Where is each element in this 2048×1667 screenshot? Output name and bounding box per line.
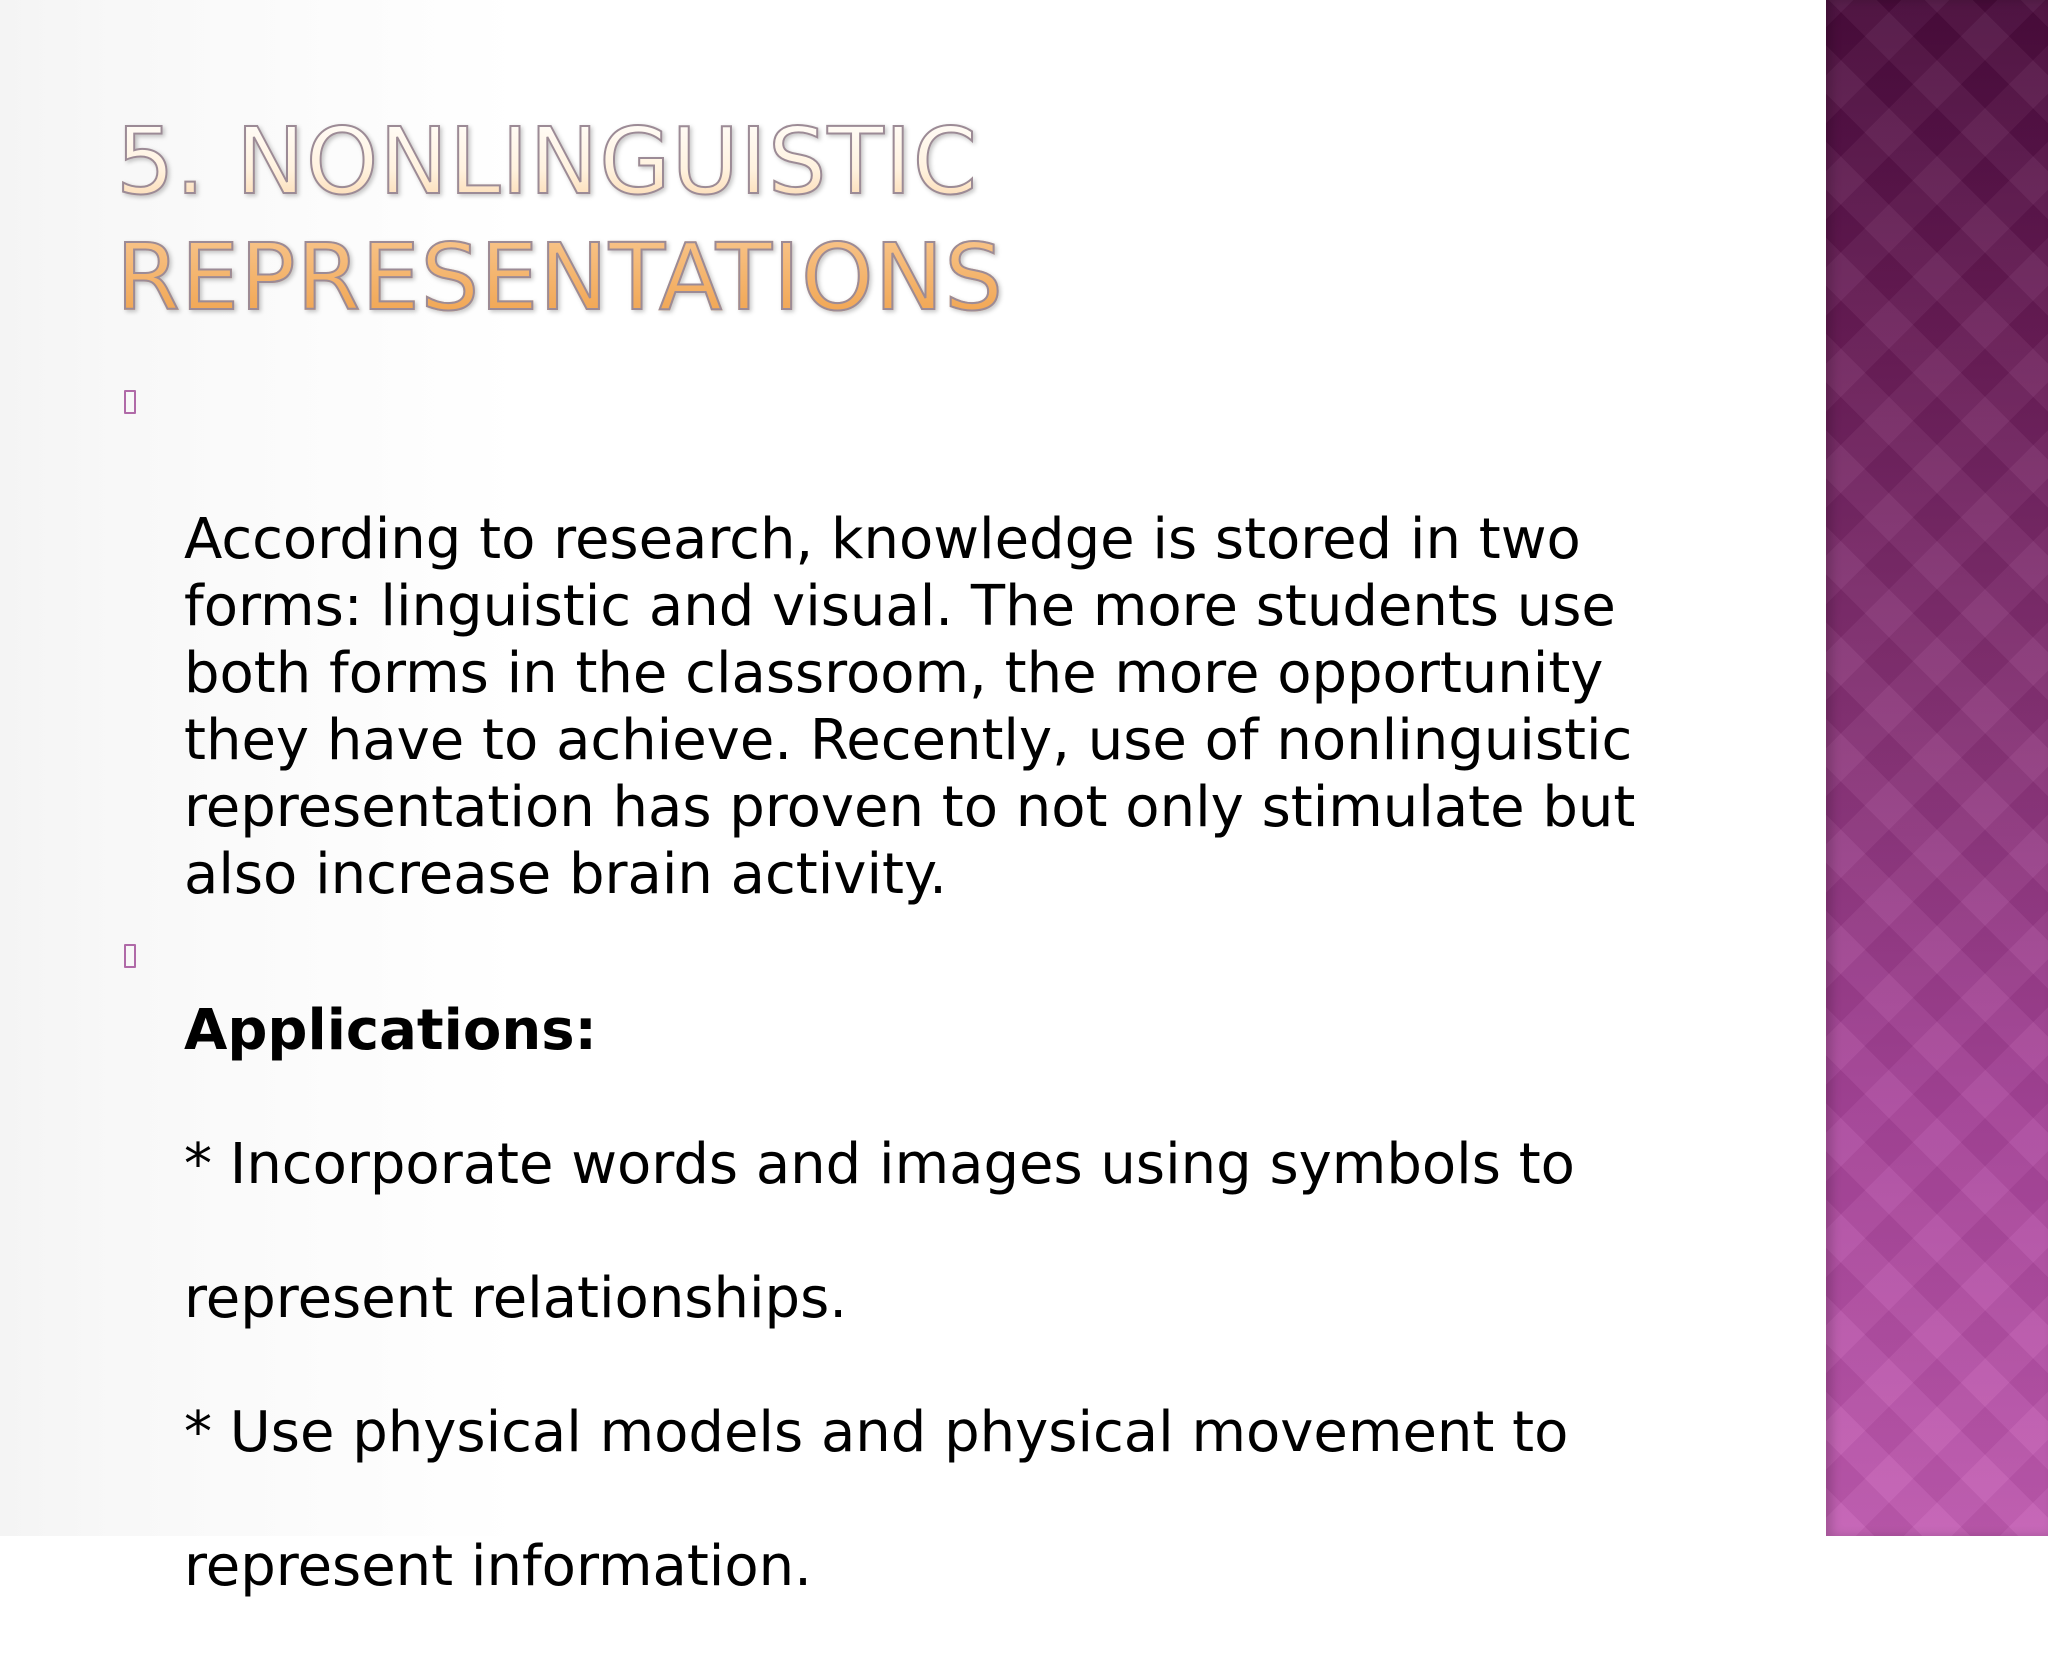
decorative-side-panel: [1826, 0, 2048, 1536]
application-line-4: represent information.: [184, 1534, 812, 1599]
title-line-1: 5. NONLINGUISTIC: [116, 108, 979, 215]
square-bullet-icon: [124, 944, 136, 968]
application-line-3: * Use physical models and physical movement to: [184, 1400, 1569, 1465]
square-bullet-icon: [124, 390, 136, 414]
application-line-1: * Incorporate words and images using symbols to: [184, 1132, 1575, 1197]
slide-title: [116, 104, 1016, 336]
title-line-2: REPRESENTATIONS: [116, 224, 1004, 331]
application-line-2: represent relationships.: [184, 1266, 848, 1331]
applications-section: [184, 930, 1684, 1667]
applications-heading: Applications:: [184, 998, 597, 1063]
research-paragraph: According to research, knowledge is stored in two forms: linguistic and visual. The more students use both forms in the classroom, the more opportunity they have to achieve. Recently, use of nonlinguistic representation has proven to not only stimulate but also increase brain activity.: [184, 507, 1636, 907]
